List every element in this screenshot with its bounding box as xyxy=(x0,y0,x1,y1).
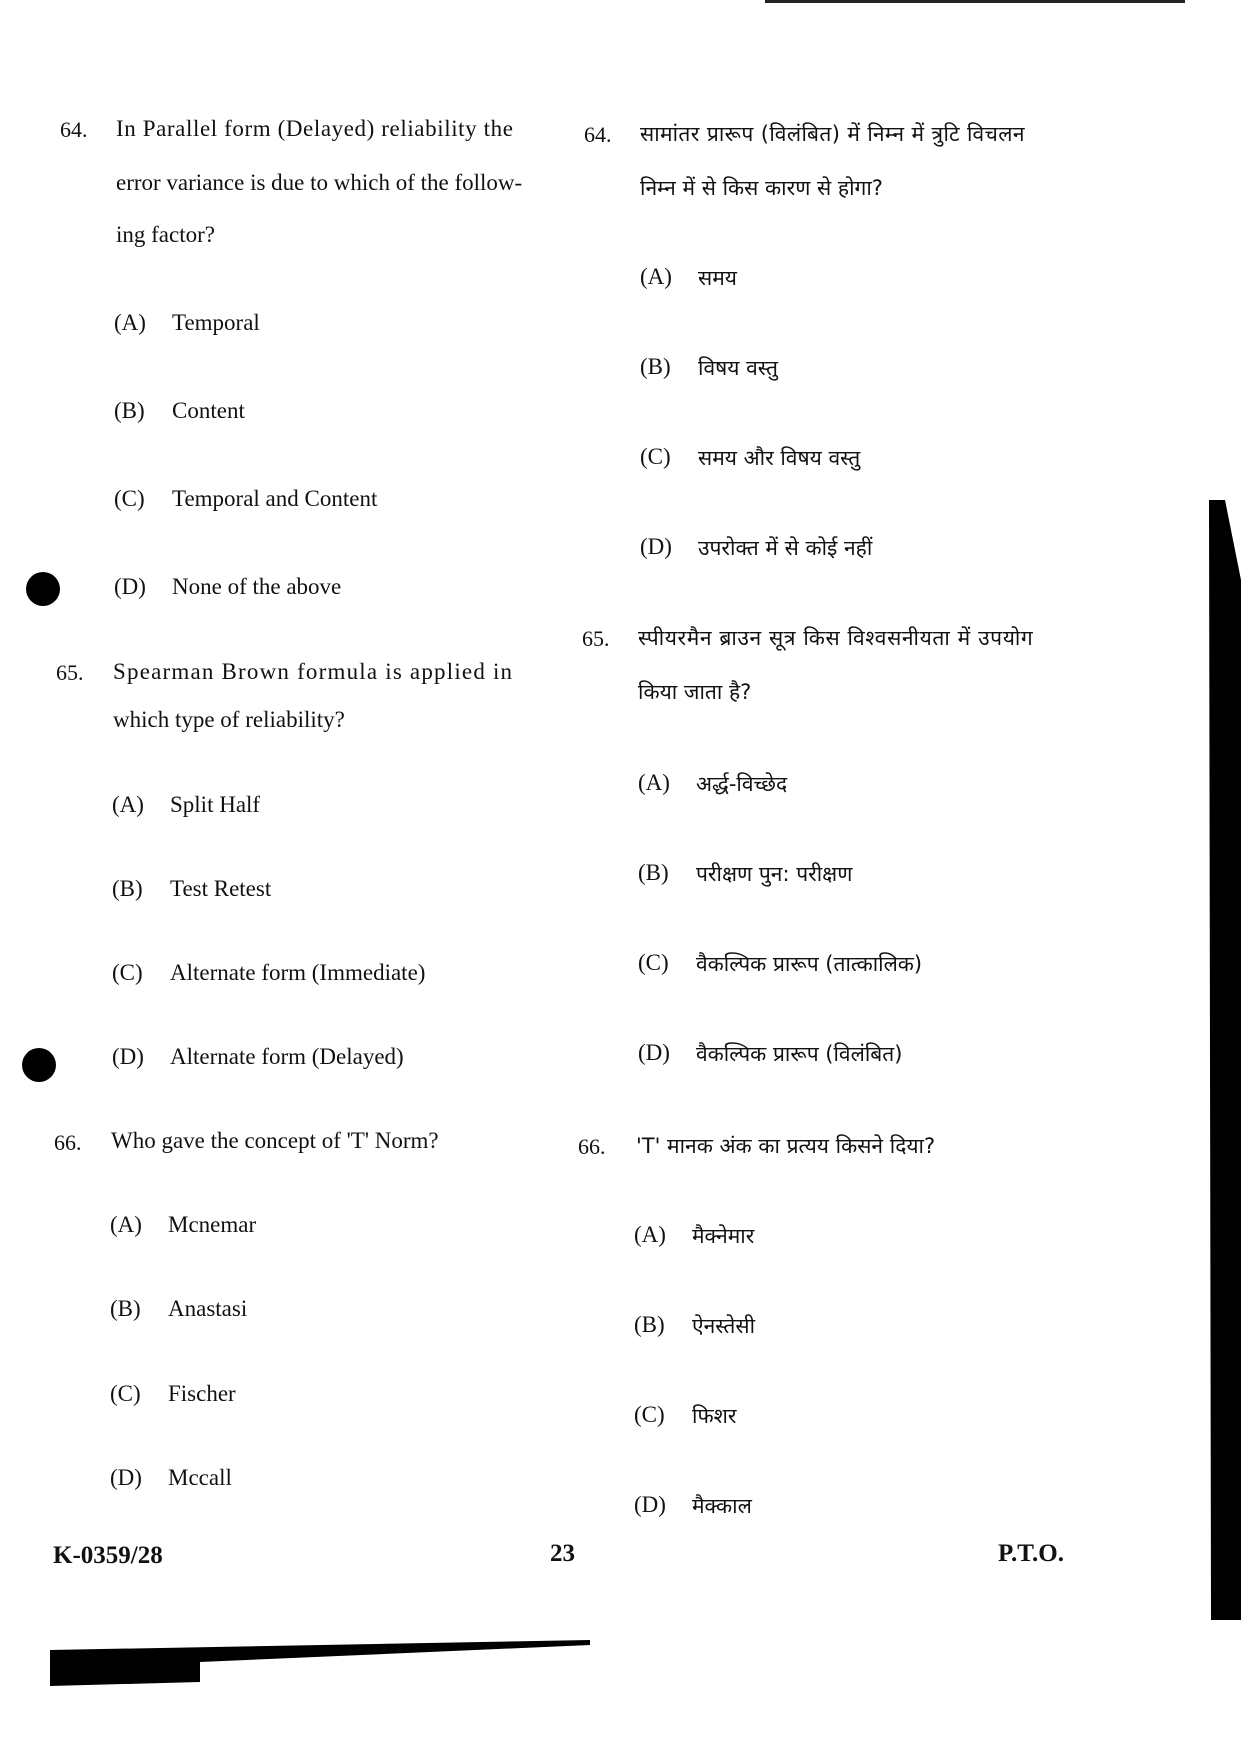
question-text-line: स्पीयरमैन ब्राउन सूत्र किस विश्वसनीयता में उपयोग xyxy=(638,626,1034,650)
option-text: Fischer xyxy=(168,1381,236,1406)
question-text-line: Who gave the concept of 'T' Norm? xyxy=(111,1128,439,1153)
question-text-line: ing factor? xyxy=(116,222,215,247)
option-text: Alternate form (Delayed) xyxy=(170,1044,404,1069)
scan-edge-bar xyxy=(1195,500,1241,1620)
option-label: (A) xyxy=(110,1212,142,1237)
option-text: Anastasi xyxy=(168,1296,248,1321)
option-text: Mcnemar xyxy=(168,1212,257,1237)
option-text: Temporal xyxy=(172,310,260,335)
option-label: (D) xyxy=(634,1492,666,1517)
option-text: Alternate form (Immediate) xyxy=(170,960,426,985)
option-label: (C) xyxy=(114,486,145,511)
option-text: अर्द्ध-विच्छेद xyxy=(696,772,788,796)
question-text-line: which type of reliability? xyxy=(113,707,345,732)
question-text-line: सामांतर प्रारूप (विलंबित) में निम्न में त्रुटि विचलन xyxy=(640,122,1025,146)
option-label: (A) xyxy=(640,264,672,289)
option-text: Temporal and Content xyxy=(172,486,378,511)
option-text: Content xyxy=(172,398,245,423)
question-text-line: किया जाता है? xyxy=(638,680,752,704)
option-label: (C) xyxy=(112,960,143,985)
option-text: Test Retest xyxy=(170,876,272,901)
question-number: 65. xyxy=(56,660,84,685)
option-label: (B) xyxy=(112,876,143,901)
option-label: (A) xyxy=(634,1222,666,1247)
question-text-line: error variance is due to which of the follow- xyxy=(116,170,523,195)
option-label: (D) xyxy=(110,1465,142,1490)
option-text: विषय वस्तु xyxy=(698,356,778,380)
option-label: (D) xyxy=(640,534,672,559)
option-text: मैक्नेमार xyxy=(692,1224,755,1248)
option-label: (D) xyxy=(114,574,146,599)
option-text: फिशर xyxy=(692,1404,737,1428)
option-text: उपरोक्त में से कोई नहीं xyxy=(698,536,873,560)
option-text: None of the above xyxy=(172,574,342,599)
question-text-line: निम्न में से किस कारण से होगा? xyxy=(640,176,883,200)
option-label: (B) xyxy=(638,860,669,885)
option-label: (B) xyxy=(114,398,145,423)
option-text: ऐनस्तेसी xyxy=(692,1314,756,1338)
scan-bottom-bar xyxy=(50,1640,610,1690)
question-number: 64. xyxy=(60,117,88,142)
option-text: वैकल्पिक प्रारूप (तात्कालिक) xyxy=(696,952,923,976)
option-label: (C) xyxy=(638,950,669,975)
option-label: (A) xyxy=(114,310,146,335)
option-label: (B) xyxy=(110,1296,141,1321)
answer-marker-dot xyxy=(22,1048,56,1082)
top-rule xyxy=(765,0,1185,3)
answer-marker-dot xyxy=(26,572,60,606)
question-text-line: 'T' मानक अंक का प्रत्यय किसने दिया? xyxy=(636,1134,936,1158)
option-text: परीक्षण पुन: परीक्षण xyxy=(696,862,853,886)
option-text: Mccall xyxy=(168,1465,232,1490)
option-label: (D) xyxy=(638,1040,670,1065)
option-label: (A) xyxy=(638,770,670,795)
option-text: समय xyxy=(698,266,737,290)
question-text-line: Spearman Brown formula is applied in xyxy=(113,659,514,684)
option-text: वैकल्पिक प्रारूप (विलंबित) xyxy=(696,1042,903,1066)
question-number: 65. xyxy=(582,626,610,651)
option-text: Split Half xyxy=(170,792,261,817)
option-label: (A) xyxy=(112,792,144,817)
page-number: 23 xyxy=(550,1540,575,1567)
option-label: (B) xyxy=(634,1312,665,1337)
question-text-line: In Parallel form (Delayed) reliability the xyxy=(116,116,514,141)
option-text: समय और विषय वस्तु xyxy=(698,446,861,470)
question-number: 64. xyxy=(584,122,612,147)
question-number: 66. xyxy=(578,1134,606,1159)
option-label: (C) xyxy=(110,1381,141,1406)
option-label: (B) xyxy=(640,354,671,379)
paper-code: K-0359/28 xyxy=(53,1542,163,1569)
option-label: (C) xyxy=(640,444,671,469)
option-label: (C) xyxy=(634,1402,665,1427)
option-label: (D) xyxy=(112,1044,144,1069)
pto-label: P.T.O. xyxy=(998,1540,1064,1567)
option-text: मैक्काल xyxy=(692,1494,752,1518)
question-number: 66. xyxy=(54,1130,82,1155)
